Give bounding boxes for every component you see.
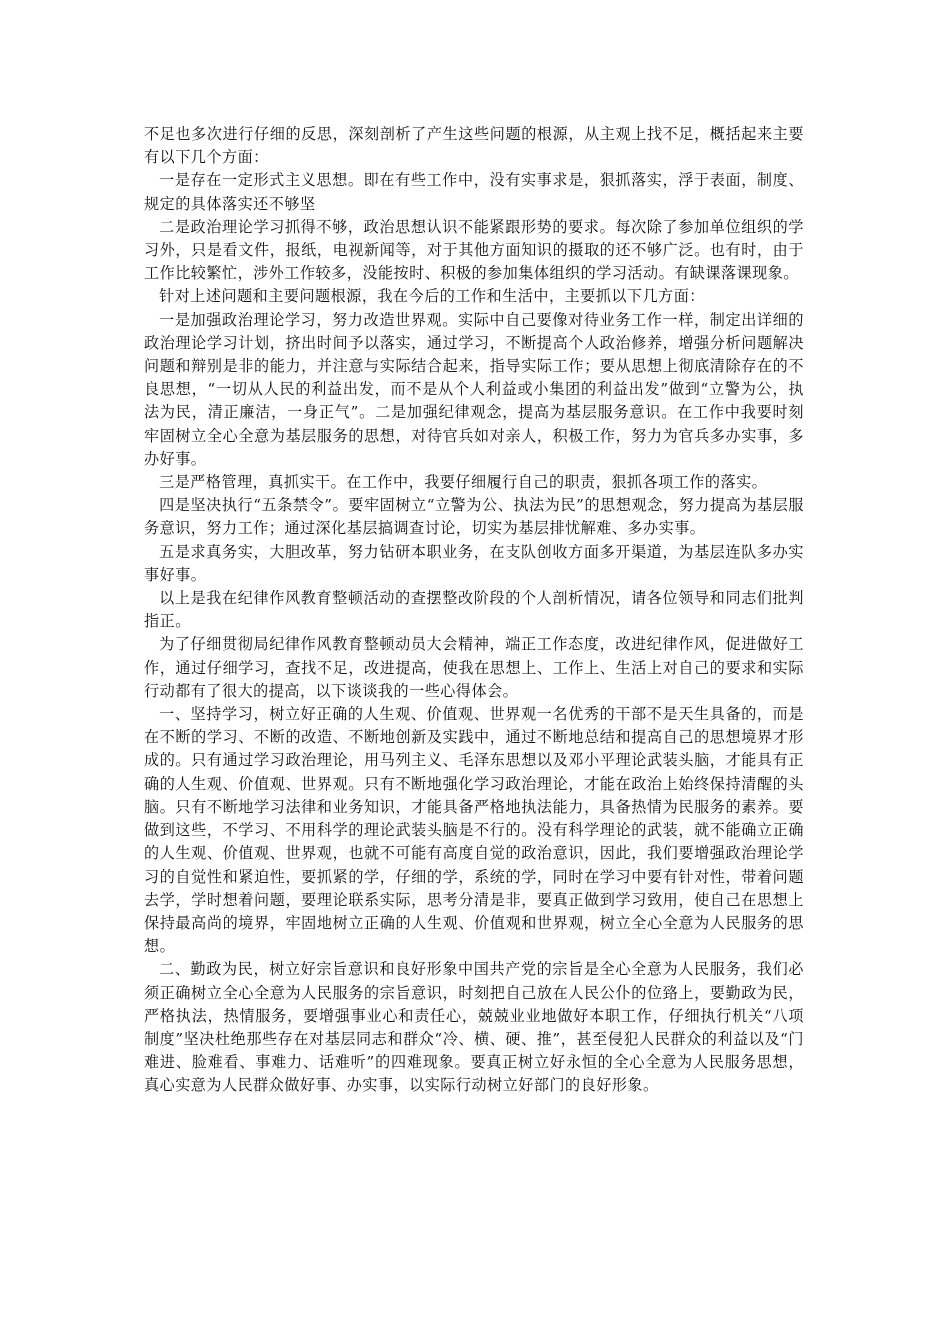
- paragraph-2: 一是存在一定形式主义思想。即在有些工作中，没有实事求是，狠抓落实，浮于表面，制度、规定的具体落实还不够坚: [144, 171, 804, 213]
- paragraph-3: 二是政治理论学习抓得不够，政治思想认识不能紧跟形势的要求。每次除了参加单位组织的学习外，只是看文件，报纸，电视新闻等，对于其他方面知识的摄取的还不够广泛。也有时，由于工作比较繁忙，涉外工作较多，没能按时、积极的参加集体组织的学习活动。有缺课落课现象。: [144, 217, 804, 283]
- paragraph-9: 以上是我在纪律作风教育整顿活动的查摆整改阶段的个人剖析情况，请各位领导和同志们批判指正。: [144, 589, 804, 631]
- paragraph-12: 二、勤政为民，树立好宗旨意识和良好形象中国共产党的宗旨是全心全意为人民服务，我们必须正确树立全心全意为人民服务的宗旨意识，时刻把自己放在人民公仆的位臵上，要勤政为民，严格执法，热情服务，要增强事业心和责任心，兢兢业业地做好本职工作，仔细执行机关“八项制度”坚决杜绝那些存在对基层同志和群众“冷、横、硬、推”，甚至侵犯人民群众的利益以及“门难进、脸难看、事难力、话难听”的四难现象。要真正树立好永恒的全心全意为人民服务思想，真心实意为人民群众做好事、办实事，以实际行动树立好部门的良好形象。: [144, 960, 804, 1095]
- paragraph-5: 一是加强政治理论学习，努力改造世界观。实际中自己要像对待业务工作一样，制定出详细的政治理论学习计划，挤出时间予以落实，通过学习，不断提高个人政治修养，增强分析问题解决问题和辩别是非的能力，并注意与实际结合起来，指导实际工作；要从思想上彻底清除存在的不良思想，“一切从人民的利益出发，而不是从个人利益或小集团的利益出发”做到“立警为公，执法为民，清正廉洁，一身正气”。二是加强纪律观念，提高为基层服务意识。在工作中我要时刻牢固树立全心全意为基层服务的思想，对待官兵如对亲人，积极工作，努力为官兵多办实事，多办好事。: [144, 310, 804, 468]
- paragraph-7: 四是坚决执行“五条禁令”。要牢固树立“立警为公、执法为民”的思想观念，努力提高为基层服务意识，努力工作；通过深化基层搞调查讨论，切实为基层排忧解难、多办实事。: [144, 496, 804, 538]
- document-body: [144, 123, 804, 1098]
- paragraph-6: 三是严格管理，真抓实干。在工作中，我要仔细履行自己的职责，狠抓各项工作的落实。: [159, 473, 768, 492]
- paragraph-4: 针对上述问题和主要问题根源，我在今后的工作和生活中，主要抓以下几方面：: [159, 287, 705, 306]
- paragraph-10: 为了仔细贯彻局纪律作风教育整顿动员大会精神，端正工作态度，改进纪律作风，促进做好工作，通过仔细学习，查找不足，改进提高，使我在思想上、工作上、生活上对自己的要求和实际行动都有了很大的提高，以下谈谈我的一些心得体会。: [144, 635, 804, 700]
- paragraph-1: 不足也多次进行仔细的反思，深刻剖析了产生这些问题的根源，从主观上找不足，概括起来主要有以下几个方面：: [144, 125, 804, 167]
- paragraph-11: 一、坚持学习，树立好正确的人生观、价值观、世界观一名优秀的干部不是天生具备的，而是在不断的学习、不断的改造、不断地创新及实践中，通过不断地总结和提高自己的思想境界才形成的。只有通过学习政治理论，用马列主义、毛泽东思想以及邓小平理论武装头脑，才能具有正确的人生观、价值观、世界观。只有不断地强化学习政治理论，才能在政治上始终保持清醒的头脑。只有不断地学习法律和业务知识，才能具备严格地执法能力，具备热情为民服务的素养。要做到这些，不学习、不用科学的理论武装头脑是不行的。没有科学理论的武装，就不能确立正确的人生观、价值观、世界观，也就不可能有高度自觉的政治意识，因此，我们要增强政治理论学习的自觉性和紧迫性，要抓紧的学，仔细的学，系统的学，同时在学习中要有针对性，带着问题去学，学时想着问题，要理论联系实际，思考分清是非，要真正做到学习致用，使自己在思想上保持最高尚的境界，牢固地树立正确的人生观、价值观和世界观，树立全心全意为人民服务的思想。: [144, 705, 804, 956]
- paragraph-8: 五是求真务实，大胆改革，努力钻研本职业务，在支队创收方面多开渠道，为基层连队多办实事好事。: [144, 542, 804, 584]
